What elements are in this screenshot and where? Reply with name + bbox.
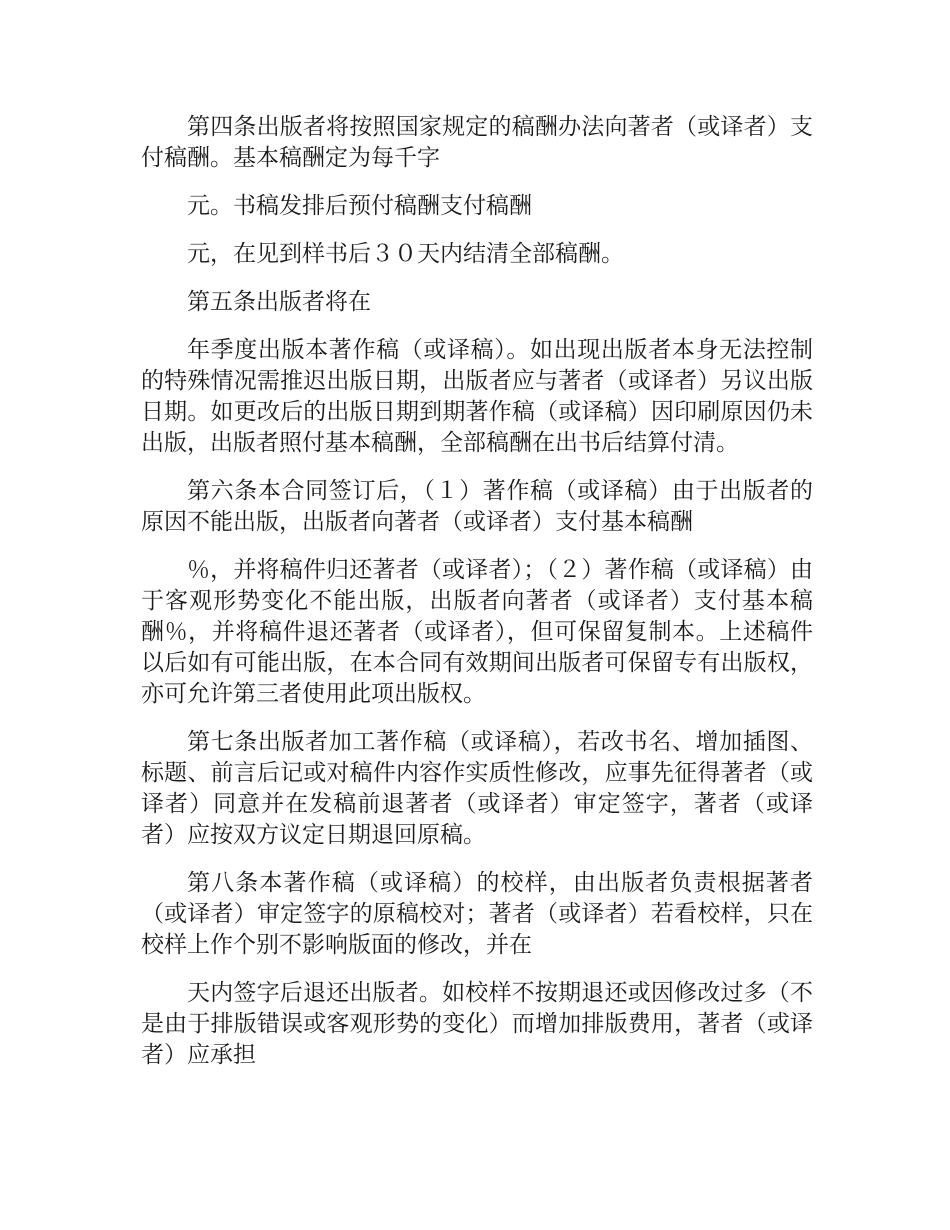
paragraph-advance-payment: 元。书稿发排后预付稿酬支付稿酬 bbox=[187, 193, 532, 219]
paragraph-article-5: 第五条出版者将在 bbox=[187, 289, 371, 315]
paragraph-article-4: 第四条出版者将按照国家规定的稿酬办法向著者（或译者）支付稿酬。基本稿酬定为每千字 bbox=[141, 114, 813, 171]
paragraph-publication-schedule: 年季度出版本著作稿（或译稿）。如出现出版者本身无法控制的特殊情况需推迟出版日期，出版者应与著者（或译者）另议出版日期。如更改后的出版日期到期著作稿（或译稿）因印刷原因仍未出版，出版者照付基本稿酬，全部稿酬在出书后结算付清。 bbox=[141, 337, 813, 456]
paragraph-return-of-manuscript: ％，并将稿件归还著者（或译者）；（２）著作稿（或译稿）由于客观形势变化不能出版，出版者向著者（或译者）支付基本稿酬％，并将稿件退还著者（或译者），但可保留复制本。上述稿件以后如有可能出版，在本合同有效期间出版者可保留专有出版权，亦可允许第三者使用此项出版权。 bbox=[141, 557, 813, 707]
paragraph-article-7: 第七条出版者加工著作稿（或译稿），若改书名、增加插图、标题、前言后记或对稿件内容作实质性修改，应事先征得著者（或译者）同意并在发稿前退著者（或译者）审定签字，著者（或译者）应按双方议定日期退回原稿。 bbox=[141, 729, 813, 848]
paragraph-article-8: 第八条本著作稿（或译稿）的校样，由出版者负责根据著者（或译者）审定签字的原稿校对；著者（或译者）若看校样，只在校样上作个别不影响版面的修改，并在 bbox=[141, 870, 813, 958]
paragraph-article-6: 第六条本合同签订后，（１）著作稿（或译稿）由于出版者的原因不能出版，出版者向著者（或译者）支付基本稿酬 bbox=[141, 478, 813, 535]
body-text bbox=[141, 112, 813, 1088]
paragraph-proof-return: 天内签字后退还出版者。如校样不按期退还或因修改过多（不是由于排版错误或客观形势的变化）而增加排版费用，著者（或译者）应承担 bbox=[141, 980, 813, 1068]
paragraph-settlement: 元，在见到样书后３０天内结清全部稿酬。 bbox=[187, 241, 624, 267]
